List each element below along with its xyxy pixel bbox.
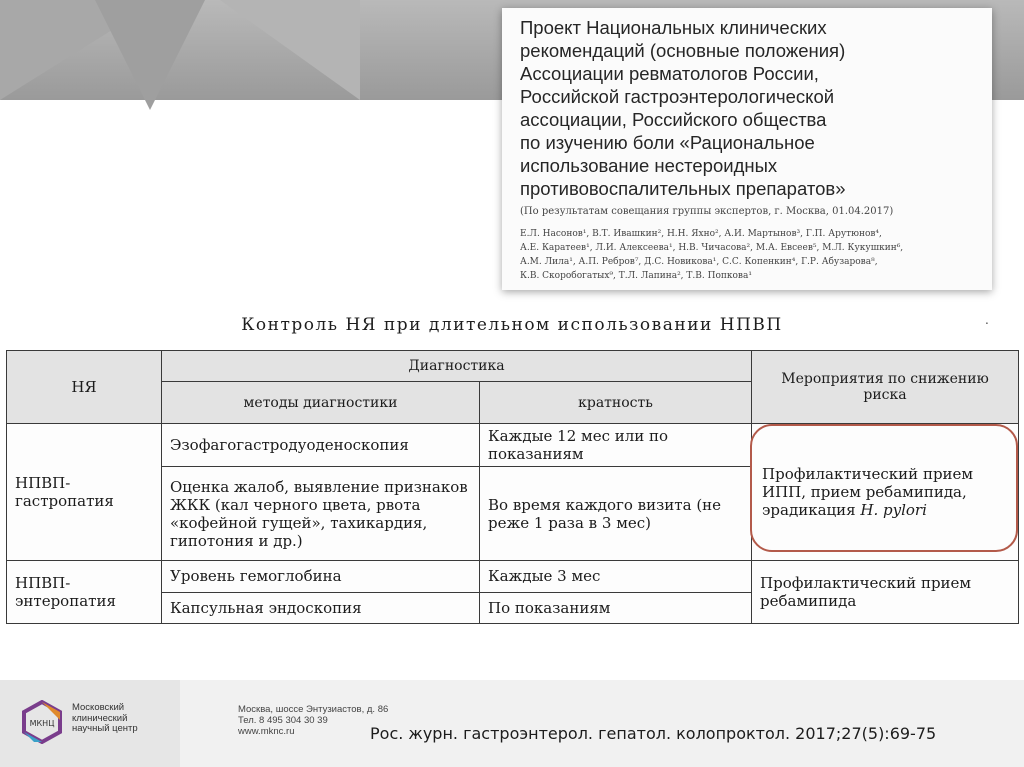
header-methods: методы диагностики <box>162 382 480 424</box>
frequency-cell: Каждые 12 мес или по показаниям <box>480 424 752 467</box>
header-ny: НЯ <box>7 351 162 424</box>
frequency-cell: Каждые 3 мес <box>480 561 752 592</box>
frequency-cell: По показаниям <box>480 592 752 623</box>
citation-title-line: рекомендаций (основные положения) <box>520 40 846 61</box>
method-cell: Эзофагогастродуоденоскопия <box>162 424 480 467</box>
citation-title <box>520 16 974 200</box>
table-header-row <box>7 351 1019 382</box>
authors-line: А.Е. Каратеев¹, Л.И. Алексеева¹, Н.В. Чичасова², М.А. Евсеев⁵, М.Л. Кукушкин⁶, <box>520 243 904 253</box>
table-title: Контроль НЯ при длительном использовании НПВП <box>241 315 783 335</box>
citation-title-line: противовоспалительных препаратов» <box>520 178 846 199</box>
authors-line: Е.Л. Насонов¹, В.Т. Ивашкин², Н.Н. Яхно², А.И. Мартынов³, Г.П. Арутюнов⁴, <box>520 229 882 239</box>
journal-reference: Рос. журн. гастроэнтерол. гепатол. колопроктол. 2017;27(5):69-75 <box>370 724 937 743</box>
measures-cell: Профилактический прием ребамипида <box>752 561 1019 624</box>
authors-line: К.В. Скоробогатых⁹, Т.Л. Лапина², Т.В. Попкова¹ <box>520 271 752 281</box>
address-line: Тел. 8 495 304 30 39 <box>238 715 328 726</box>
enteropathy-label: НПВП-энтеропатия <box>7 561 162 624</box>
stray-dot: . <box>985 313 989 327</box>
logo-name-line: научный центр <box>72 723 138 734</box>
method-cell: Капсульная эндоскопия <box>162 592 480 623</box>
logo-name-line: клинический <box>72 712 128 724</box>
measures-text-italic: H. pylori <box>860 501 927 520</box>
header-frequency: кратность <box>480 382 752 424</box>
citation-card <box>502 8 992 290</box>
authors-line: А.М. Лила¹, А.П. Ребров⁷, Д.С. Новикова¹, С.С. Копенкин⁴, Г.Р. Абузарова⁸, <box>520 257 878 267</box>
header-decoration <box>220 0 360 100</box>
header-decoration <box>95 0 205 110</box>
citation-title-line: Проект Национальных клинических <box>520 17 827 38</box>
header-diagnostics: Диагностика <box>162 351 752 382</box>
logo-abbr: МКНЦ <box>29 719 55 728</box>
citation-title-line: ассоциации, Российского общества <box>520 109 827 130</box>
measures-text-main: Профилактический прием ИПП, прием ребамипида, эрадикация <box>762 465 974 520</box>
method-cell: Оценка жалоб, выявление признаков ЖКК (кал черного цвета, рвота «кофейной гущей», тахикардия, гипотония и др.) <box>162 467 480 561</box>
mknc-logo-icon <box>20 700 64 744</box>
citation-title-line: использование нестероидных <box>520 155 778 176</box>
logo-name <box>72 703 138 735</box>
website-link[interactable]: www.mknc.ru <box>238 726 295 737</box>
citation-meta: (По результатам совещания группы экспертов, г. Москва, 01.04.2017) <box>520 206 894 217</box>
citation-title-line: Российской гастроэнтерологической <box>520 86 835 107</box>
method-cell: Уровень гемоглобина <box>162 561 480 592</box>
logo-name-line: Московский <box>72 702 125 713</box>
table-row <box>7 561 1019 592</box>
footer-address <box>238 704 388 737</box>
frequency-cell: Во время каждого визита (не реже 1 раза в 3 мес) <box>480 467 752 561</box>
measures-cell <box>752 424 1019 561</box>
measures-text <box>760 459 1010 525</box>
monitoring-table <box>6 350 1019 624</box>
citation-authors <box>520 227 974 283</box>
address-line: Москва, шоссе Энтузиастов, д. 86 <box>238 704 389 715</box>
citation-title-line: Ассоциации ревматологов России, <box>520 63 819 84</box>
header-measures: Мероприятия по снижению риска <box>752 351 1019 424</box>
citation-title-line: по изучению боли «Рациональное <box>520 132 815 153</box>
table-row <box>7 424 1019 467</box>
gastropathy-label: НПВП-гастропатия <box>7 424 162 561</box>
